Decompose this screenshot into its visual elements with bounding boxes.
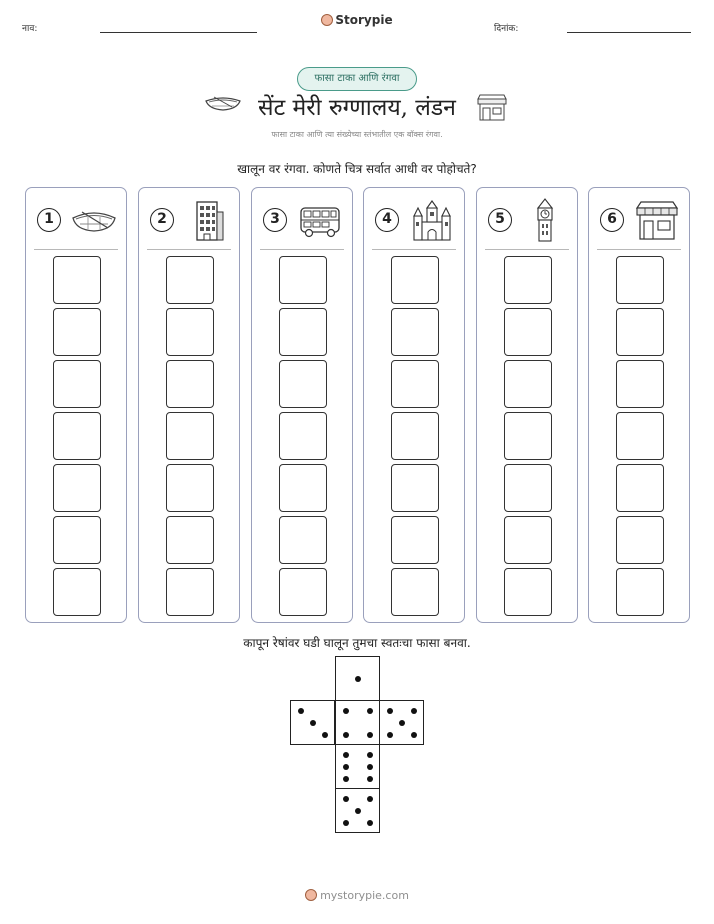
column-divider bbox=[372, 249, 456, 250]
bear-icon bbox=[305, 889, 317, 901]
die-pip bbox=[367, 796, 373, 802]
color-box[interactable] bbox=[166, 256, 214, 304]
color-box[interactable] bbox=[391, 516, 439, 564]
column-divider bbox=[597, 249, 681, 250]
color-box[interactable] bbox=[616, 516, 664, 564]
die-pip bbox=[343, 708, 349, 714]
die-pip bbox=[343, 796, 349, 802]
rowboat-icon bbox=[70, 198, 118, 242]
color-box[interactable] bbox=[616, 256, 664, 304]
color-box[interactable] bbox=[166, 568, 214, 616]
column-6 bbox=[588, 187, 690, 623]
color-box[interactable] bbox=[53, 412, 101, 460]
color-box[interactable] bbox=[53, 360, 101, 408]
die-face-one[interactable] bbox=[335, 656, 380, 701]
die-pip bbox=[355, 808, 361, 814]
die-pip bbox=[387, 708, 393, 714]
column-number: 1 bbox=[37, 208, 61, 232]
column-divider bbox=[147, 249, 231, 250]
column-number: 4 bbox=[375, 208, 399, 232]
color-box[interactable] bbox=[391, 256, 439, 304]
color-box[interactable] bbox=[53, 256, 101, 304]
die-pip bbox=[367, 732, 373, 738]
bear-icon bbox=[321, 14, 333, 26]
die-pip bbox=[399, 720, 405, 726]
die-pip bbox=[343, 732, 349, 738]
activity-tag: फासा टाका आणि रंगवा bbox=[297, 67, 417, 91]
die-pip bbox=[411, 732, 417, 738]
office-building-icon bbox=[183, 198, 231, 242]
shop-icon bbox=[633, 198, 681, 242]
die-pip bbox=[367, 752, 373, 758]
footer bbox=[0, 889, 714, 902]
die-face-five-bottom[interactable] bbox=[335, 788, 380, 833]
color-box[interactable] bbox=[504, 360, 552, 408]
brand-name: Storypie bbox=[335, 13, 393, 27]
column-4 bbox=[363, 187, 465, 623]
die-pip bbox=[343, 776, 349, 782]
date-label: दिनांक: bbox=[494, 24, 519, 34]
die-face-three[interactable] bbox=[290, 700, 335, 745]
color-box[interactable] bbox=[616, 412, 664, 460]
column-divider bbox=[260, 249, 344, 250]
color-box[interactable] bbox=[616, 568, 664, 616]
die-pip bbox=[298, 708, 304, 714]
color-box[interactable] bbox=[504, 412, 552, 460]
column-number: 3 bbox=[263, 208, 287, 232]
instruction-text: खालून वर रंगवा. कोणते चित्र सर्वात आधी वर पोहोचते? bbox=[237, 162, 477, 176]
color-box[interactable] bbox=[504, 516, 552, 564]
cut-instruction: कापून रेषांवर घडी घालून तुमचा स्वतःचा फासा बनवा. bbox=[243, 636, 471, 650]
die-pip bbox=[322, 732, 328, 738]
column-1 bbox=[25, 187, 127, 623]
color-box[interactable] bbox=[53, 464, 101, 512]
double-decker-bus-icon bbox=[296, 198, 344, 242]
color-box[interactable] bbox=[504, 464, 552, 512]
color-box[interactable] bbox=[279, 308, 327, 356]
name-label: नाव: bbox=[22, 24, 38, 34]
color-box[interactable] bbox=[391, 568, 439, 616]
die-pip bbox=[343, 764, 349, 770]
die-pip bbox=[367, 820, 373, 826]
castle-icon bbox=[408, 198, 456, 242]
name-line[interactable] bbox=[100, 32, 257, 33]
color-box[interactable] bbox=[391, 308, 439, 356]
color-box[interactable] bbox=[391, 360, 439, 408]
color-box[interactable] bbox=[166, 360, 214, 408]
column-divider bbox=[34, 249, 118, 250]
subtitle: फासा टाका आणि त्या संख्येच्या स्तंभातील एक बॉक्स रंगवा. bbox=[271, 130, 443, 139]
color-box[interactable] bbox=[53, 568, 101, 616]
die-face-six[interactable] bbox=[335, 744, 380, 789]
color-box[interactable] bbox=[616, 464, 664, 512]
color-box[interactable] bbox=[504, 308, 552, 356]
die-pip bbox=[387, 732, 393, 738]
color-box[interactable] bbox=[166, 516, 214, 564]
color-box[interactable] bbox=[279, 360, 327, 408]
die-pip bbox=[343, 752, 349, 758]
color-box[interactable] bbox=[616, 360, 664, 408]
die-pip bbox=[343, 820, 349, 826]
color-box[interactable] bbox=[279, 568, 327, 616]
column-5 bbox=[476, 187, 578, 623]
color-box[interactable] bbox=[391, 464, 439, 512]
column-number: 2 bbox=[150, 208, 174, 232]
color-box[interactable] bbox=[279, 464, 327, 512]
shop-icon bbox=[476, 93, 508, 121]
color-box[interactable] bbox=[279, 516, 327, 564]
page-title: सेंट मेरी रुग्णालय, लंडन bbox=[258, 95, 456, 121]
color-box[interactable] bbox=[391, 412, 439, 460]
color-box[interactable] bbox=[166, 308, 214, 356]
color-box[interactable] bbox=[279, 256, 327, 304]
column-number: 5 bbox=[488, 208, 512, 232]
color-box[interactable] bbox=[504, 256, 552, 304]
die-pip bbox=[411, 708, 417, 714]
clock-tower-icon bbox=[521, 198, 569, 242]
column-number: 6 bbox=[600, 208, 624, 232]
color-box[interactable] bbox=[504, 568, 552, 616]
color-box[interactable] bbox=[166, 412, 214, 460]
color-box[interactable] bbox=[166, 464, 214, 512]
date-line[interactable] bbox=[567, 32, 691, 33]
color-box[interactable] bbox=[53, 308, 101, 356]
column-2 bbox=[138, 187, 240, 623]
footer-url[interactable]: mystorypie.com bbox=[320, 889, 409, 902]
column-divider bbox=[485, 249, 569, 250]
die-face-five[interactable] bbox=[379, 700, 424, 745]
brand-logo bbox=[0, 13, 714, 27]
die-face-four[interactable] bbox=[335, 700, 380, 745]
color-box[interactable] bbox=[616, 308, 664, 356]
color-box[interactable] bbox=[279, 412, 327, 460]
die-pip bbox=[310, 720, 316, 726]
column-3 bbox=[251, 187, 353, 623]
die-pip bbox=[367, 776, 373, 782]
die-pip bbox=[367, 708, 373, 714]
die-pip bbox=[355, 676, 361, 682]
die-pip bbox=[367, 764, 373, 770]
color-box[interactable] bbox=[53, 516, 101, 564]
